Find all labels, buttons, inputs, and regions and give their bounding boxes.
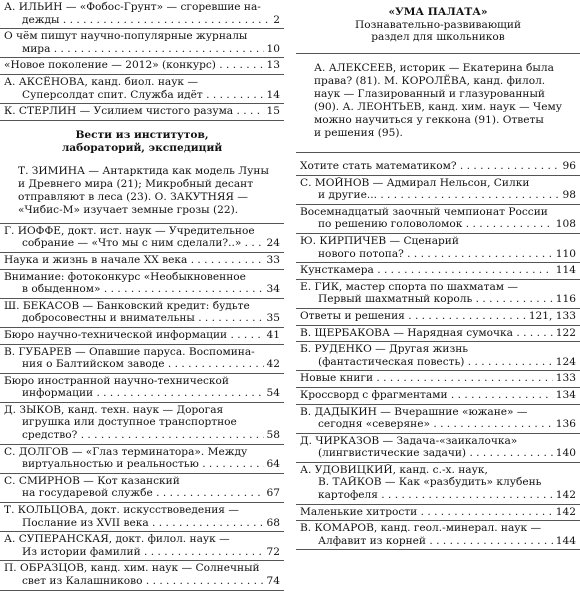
toc-entry-line: Е. ГИК, мастер спорта по шахматам —	[300, 280, 518, 293]
toc-entry-line: Ш. БЕКАСОВ — Банковский кредит: будьте	[4, 299, 250, 312]
toc-entry	[296, 280, 580, 309]
toc-entry-line: (фантастическая повесть) . . .	[300, 356, 576, 369]
toc-entry-line: «Новое поколение — 2012» (конкурс) . . .	[4, 59, 280, 72]
toc-entry-line: средство? . . .	[4, 429, 280, 442]
toc-entry-line: свет из Калашниково . . .	[4, 575, 280, 588]
toc-entry-line: Из истории фамилий . . .	[4, 546, 280, 559]
toc-entry-line: Первый шахматный король . . .	[300, 293, 576, 306]
toc-entry	[0, 532, 284, 561]
toc-entry-line: в обыденном» . . .	[4, 283, 280, 296]
toc-page-number: 72	[264, 546, 280, 559]
toc-entry	[0, 58, 284, 75]
toc-entry-line: Б. РУДЕНКО — Другая жизнь	[300, 343, 469, 356]
toc-entry	[296, 371, 580, 388]
toc-entry-line: Послание из XVII века . . .	[4, 517, 280, 530]
toc-page-number: 96	[560, 160, 576, 173]
toc-entry-line: информации . . .	[4, 387, 280, 400]
toc-page-number: 67	[264, 487, 280, 500]
toc-page-number: 121, 133	[526, 310, 576, 323]
box-line: наук — Глазированный и глазурованный	[314, 88, 545, 100]
box-line: (90). А. ЛЕОНТЬЕВ, канд. хим. наук — Чему	[314, 101, 562, 113]
toc-page-number: 68	[264, 517, 280, 530]
toc-entry-line: картофеля . . .	[300, 489, 576, 502]
toc-entry-line: виртуальностью и реальностью . . .	[4, 458, 280, 471]
toc-entry	[0, 503, 284, 532]
toc-entry	[0, 224, 284, 253]
toc-entry	[296, 263, 580, 280]
toc-page-number: 41	[264, 329, 280, 342]
toc-page-number: 24	[264, 237, 280, 250]
toc-entry-line: собрание — «Что мы с ним сделали?..» . . .	[4, 237, 280, 250]
toc-entry	[0, 328, 284, 345]
toc-entry-line: Суперсолдат спит. Служба идёт . . .	[4, 89, 280, 102]
toc-page-number: 133	[553, 372, 576, 385]
toc-entry	[0, 253, 284, 270]
toc-page-number: 116	[553, 293, 576, 306]
box-line: отправляют в леса (23). О. ЗАКУТНЯЯ —	[18, 190, 248, 203]
toc-page-number: 42	[264, 358, 280, 371]
toc-entry-line: А. УДОВИЦКИЙ, канд. с.-х. наук,	[300, 463, 488, 476]
toc-page-number: 34	[264, 283, 280, 296]
toc-entry-line: К. СТЕРЛИН — Усилием чистого разума . . .	[4, 105, 280, 118]
box-line: права? (81). М. КОРОЛЁВА, канд. филол.	[314, 75, 546, 87]
toc-page-number: 54	[264, 387, 280, 400]
right-column	[296, 0, 580, 550]
toc-entry-line: О чём пишут научно-популярные журналы	[4, 30, 248, 43]
left-column	[0, 0, 284, 591]
toc-entry-line: мира . . .	[4, 43, 280, 56]
section-heading-line: лабораторий, экспедиций	[61, 141, 223, 154]
toc-entry-line: Кунсткамера . . .	[300, 264, 576, 277]
toc-entry-line: Т. КОЛЬЦОВА, докт. искусствоведения —	[4, 504, 239, 517]
toc-entry	[0, 474, 284, 503]
toc-page-number: 10	[264, 43, 280, 56]
toc-entry-line: сегодня «северяне» . . .	[300, 418, 576, 431]
toc-entry-line: Бюро иностранной научно-технической	[4, 374, 229, 387]
toc-entry-line: В. ДАДЫКИН — Вчерашние «южане» —	[300, 405, 528, 418]
toc-page-number: 98	[560, 189, 576, 202]
toc-entry-line: дежды . . .	[4, 14, 280, 27]
toc-entry-line: В. КОМАРОВ, канд. геол.-минерал. наук —	[300, 522, 542, 535]
left-top-entries	[0, 0, 284, 121]
toc-entry	[0, 29, 284, 58]
box-line: А. АЛЕКСЕЕВ, историк — Екатерина была	[314, 62, 554, 74]
toc-entry-line: нового потопа? . . .	[300, 248, 576, 261]
box-line: можно научиться у геккона (91). Ответы	[314, 114, 544, 126]
toc-entry	[296, 309, 580, 326]
toc-entry-line: В. ГУБАРЕВ — Опавшие паруса. Воспомина-	[4, 345, 255, 358]
toc-page-number: 14	[264, 89, 280, 102]
toc-entry-line: ния о Балтийском заводе . . .	[4, 358, 280, 371]
toc-entry-line: Маленькие хитрости . . .	[300, 506, 576, 519]
toc-entry-line: В. ЩЕРБАКОВА — Нарядная сумочка . . .	[300, 327, 576, 340]
toc-page-number: 33	[264, 254, 280, 267]
box-line: и решения (95).	[314, 127, 403, 139]
toc-page-number: 35	[264, 312, 280, 325]
toc-entry-line: Ответы и решения . . .	[300, 310, 576, 323]
toc-entry-line: Г. ИОФФЕ, докт. ист. наук — Учредительное	[4, 224, 255, 237]
toc-entry	[296, 234, 580, 263]
toc-entry-line: на государевой службе . . .	[4, 487, 280, 500]
left-bottom-entries	[0, 224, 284, 591]
toc-entry-line: по решению головоломок . . .	[300, 218, 576, 231]
toc-entry-line: Восемнадцатый заочный чемпионат России	[300, 205, 548, 218]
toc-entry-line: Д. ЗЫКОВ, канд. техн. наук — Дорогая	[4, 403, 224, 416]
toc-entry-line: С. СМИРНОВ — Кот казанский	[4, 474, 180, 487]
uma-palata-box	[296, 54, 580, 153]
toc-page-number: 122	[553, 327, 576, 340]
toc-entry-line: С. МОЙНОВ — Адмирал Нельсон, Силки	[300, 176, 530, 189]
toc-entry	[296, 342, 580, 371]
toc-entry-line: Наука и жизнь в начале XX века . . .	[4, 254, 280, 267]
toc-page-number: 124	[553, 356, 576, 369]
toc-entry	[296, 463, 580, 505]
section-heading-uma-palata: «УМА ПАЛАТА»	[388, 6, 488, 18]
box-line: Т. ЗИМИНА — Антарктида как модель Луны	[18, 164, 269, 177]
toc-page-number: 136	[553, 418, 576, 431]
toc-page-number: 114	[553, 264, 576, 277]
institutes-box	[0, 161, 284, 224]
toc-page-number: 144	[553, 535, 576, 548]
toc-entry	[0, 104, 284, 121]
toc-entry-line: В. ТАЙКОВ — Как «разбудить» клубень	[318, 476, 542, 489]
toc-entry	[296, 205, 580, 234]
toc-entry	[296, 326, 580, 343]
toc-page-number: 15	[264, 105, 280, 118]
box-line: и Древнего мира (21); Микробный десант	[18, 177, 254, 190]
toc-entry	[296, 388, 580, 405]
section-heading-line: Вести из институтов,	[75, 128, 209, 141]
toc-page-number: 74	[264, 575, 280, 588]
toc-entry	[0, 270, 284, 299]
toc-page-number: 142	[553, 489, 576, 502]
toc-page-number: 108	[553, 218, 576, 231]
toc-page-number: 13	[264, 59, 280, 72]
toc-entry-line: Внимание: фотоконкурс «Необыкновенное	[4, 270, 246, 283]
box-line: «Чибис-М» изучает земные грозы (22).	[18, 203, 239, 216]
toc-entry-line: А. ИЛЬИН — «Фобос-Грунт» — сгоревшие на-	[4, 1, 261, 13]
toc-entry-line: и другие... . . .	[300, 189, 576, 202]
toc-page-number: 64	[264, 458, 280, 471]
toc-entry	[296, 434, 580, 463]
subtitle-line: раздел для школьников	[371, 31, 505, 43]
toc-entry	[0, 345, 284, 374]
toc-page-number: 134	[553, 389, 576, 402]
toc-entry-line: Алфавит из корней . . .	[300, 535, 576, 548]
toc-entry-line: Новые книги . . .	[300, 372, 576, 385]
toc-entry	[0, 561, 284, 590]
toc-entry	[0, 445, 284, 474]
toc-entry-line: А. СУПЕРАНСКАЯ, докт. филол. наук —	[4, 533, 230, 546]
toc-entry-line: С. ДОЛГОВ — «Глаз терминатора». Между	[4, 445, 248, 458]
toc-entry	[296, 505, 580, 522]
toc-page-number: 142	[553, 506, 576, 519]
toc-entry	[0, 75, 284, 104]
toc-entry-line: (лингвистические задачи) . . .	[300, 447, 576, 460]
section-heading-institutes	[0, 121, 284, 161]
toc-page-number: 2	[270, 14, 280, 27]
toc-entry	[296, 405, 580, 434]
toc-entry-line: Д. ЧИРКАЗОВ — Задача-«заикалочка»	[300, 434, 518, 447]
right-entries	[296, 153, 580, 550]
toc-entry	[0, 374, 284, 403]
toc-entry	[0, 299, 284, 328]
toc-entry-line: добросовестны и внимательны . . .	[4, 312, 280, 325]
toc-entry-line: Бюро научно-технической информации . . .	[4, 329, 280, 342]
toc-entry	[296, 176, 580, 205]
toc-entry	[0, 0, 284, 29]
toc-entry	[296, 521, 580, 550]
toc-entry	[0, 403, 284, 445]
section-subtitle	[296, 19, 580, 54]
toc-page-number: 140	[553, 447, 576, 460]
subtitle-line: Познавательно-развивающий	[354, 19, 522, 31]
toc-entry-line: А. АКСЁНОВА, канд. биол. наук —	[4, 75, 199, 88]
toc-entry-line: П. ОБРАЗЦОВ, канд. хим. наук — Солнечный	[4, 562, 260, 575]
toc-entry-line: игрушка или доступное транспортное	[22, 416, 237, 429]
toc-entry-line: Ю. КИРПИЧЕВ — Сценарий	[300, 234, 459, 247]
toc-entry-line: Кроссворд с фрагментами . . .	[300, 389, 576, 402]
toc-entry-line: Хотите стать математиком? . . .	[300, 160, 576, 173]
toc-entry	[296, 159, 580, 176]
toc-page-number: 58	[264, 429, 280, 442]
toc-page-number: 110	[553, 248, 576, 261]
